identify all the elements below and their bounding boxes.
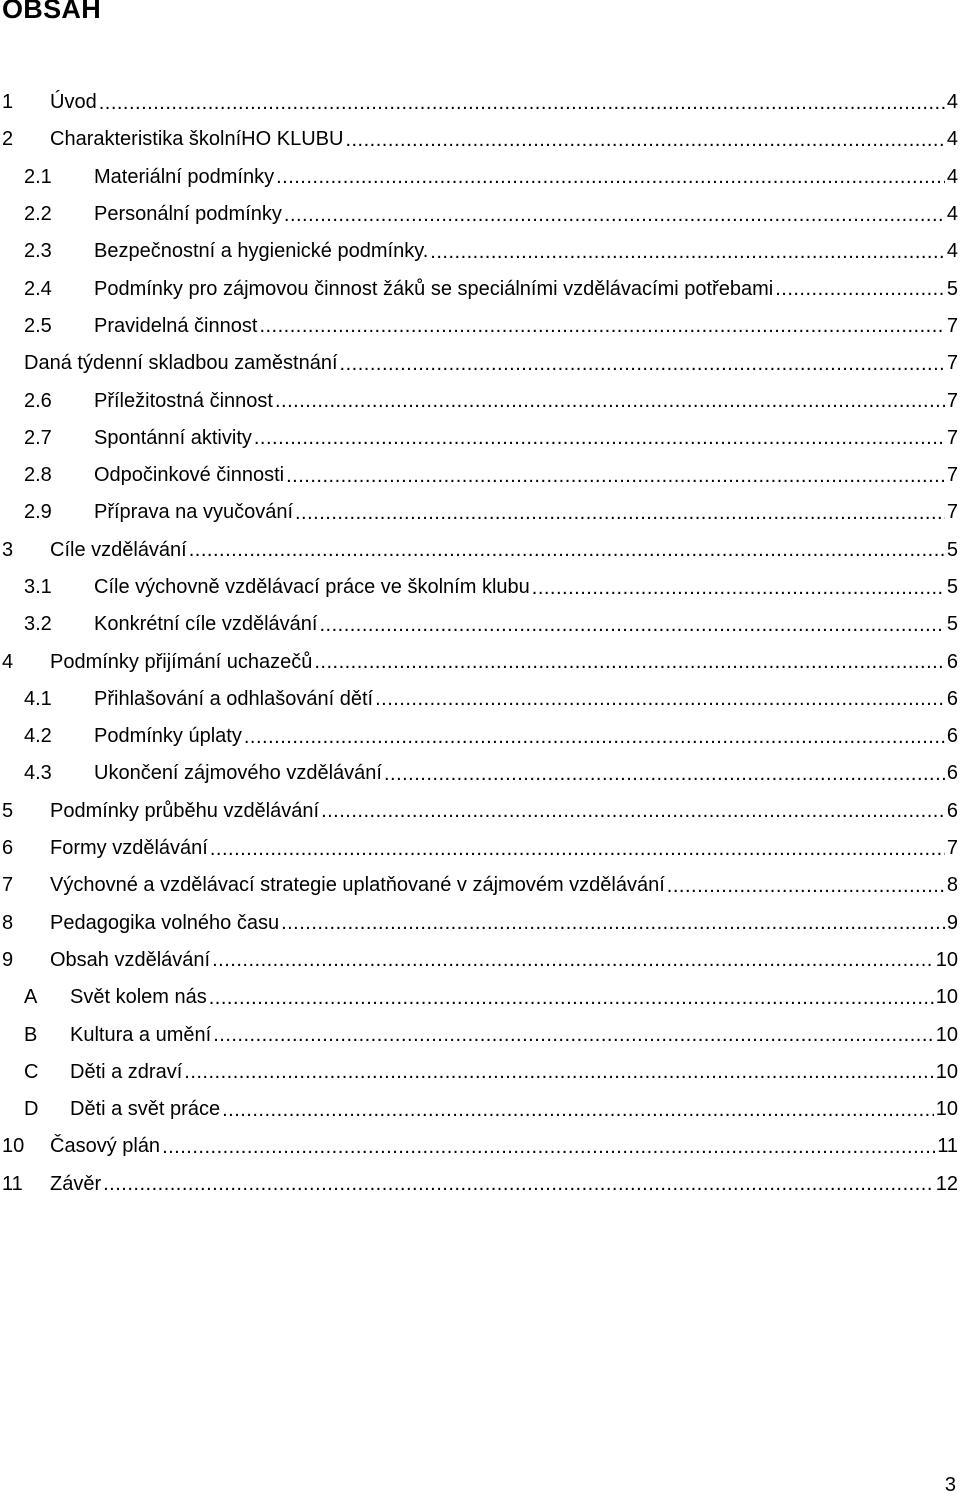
toc-entry-page: 7 (946, 389, 958, 412)
toc-entry-title: Výchovné a vzdělávací strategie uplatňované v zájmovém vzdělávání (50, 874, 665, 897)
toc-entry-number: A (24, 986, 38, 1009)
toc-dot-leader (281, 911, 945, 935)
toc-entry[interactable] (0, 606, 960, 643)
toc-dot-leader (345, 128, 944, 152)
toc-entry-number: 5 (2, 799, 14, 822)
toc-entry-number: 2.4 (24, 277, 52, 300)
toc-dot-leader (244, 725, 945, 749)
toc-entry-number: 2.2 (24, 203, 52, 226)
toc-dot-leader (222, 1098, 934, 1122)
toc-entry-number: 4.2 (24, 725, 52, 748)
toc-dot-leader (275, 389, 945, 413)
toc-entry-page: 4 (946, 91, 958, 114)
toc-entry-number: 1 (2, 91, 14, 114)
toc-entry-title: Svět kolem nás (70, 986, 207, 1009)
toc-entry-page: 10 (935, 1023, 958, 1046)
toc-entry-page: 7 (946, 837, 958, 860)
toc-entry-number: 11 (2, 1172, 23, 1195)
toc-entry-title: Pravidelná činnost (94, 314, 258, 337)
toc-entry[interactable] (0, 159, 960, 196)
toc-entry-number: C (24, 1060, 39, 1083)
toc-entry[interactable] (0, 532, 960, 569)
toc-dot-leader (667, 874, 945, 898)
toc-entry-title: Závěr (50, 1172, 102, 1195)
toc-dot-leader (259, 314, 944, 338)
toc-dot-leader (340, 352, 945, 376)
toc-entry-number: 7 (2, 874, 14, 897)
toc-entry-title: Spontánní aktivity (94, 426, 252, 449)
toc-entry[interactable] (0, 121, 960, 158)
toc-entry-page: 4 (946, 165, 958, 188)
toc-entry[interactable] (0, 755, 960, 792)
toc-entry-page: 12 (935, 1172, 958, 1195)
toc-entry-number: 2 (2, 128, 14, 151)
toc-entry-title: Podmínky úplaty (94, 725, 242, 748)
toc-entry[interactable] (0, 233, 960, 270)
toc-dot-leader (375, 687, 945, 711)
toc-entry-title: Cíle výchovně vzdělávací práce ve školním klubu (94, 576, 530, 598)
toc-entry-number: 4 (2, 650, 14, 673)
toc-entry[interactable] (0, 1054, 960, 1091)
toc-dot-leader (213, 1023, 934, 1047)
toc-dot-leader (321, 799, 945, 823)
toc-entry-title: Podmínky přijímání uchazečů (50, 650, 313, 673)
toc-entry-page: 7 (946, 314, 958, 337)
toc-dot-leader (99, 91, 945, 115)
toc-dot-leader (276, 165, 945, 189)
toc-entry[interactable] (0, 382, 960, 419)
toc-entry-number: 3.1 (24, 576, 52, 598)
toc-dot-leader (254, 426, 945, 450)
toc-dot-leader (184, 1060, 933, 1084)
toc-dot-leader (430, 240, 945, 264)
toc-entry-title: Děti a svět práce (70, 1098, 221, 1121)
toc-entry[interactable] (0, 420, 960, 457)
toc-entry-page: 6 (946, 799, 958, 822)
toc-entry-page: 10 (935, 1098, 958, 1121)
toc-entry-page: 5 (946, 613, 958, 636)
toc-entry-page: 6 (946, 725, 958, 748)
toc-entry-page: 10 (935, 986, 958, 1009)
toc-entry-page: 4 (946, 240, 958, 263)
toc-entry-title: Příležitostná činnost (94, 389, 273, 412)
toc-entry[interactable] (0, 1128, 960, 1165)
toc-entry-title: Konkrétní cíle vzdělávání (94, 613, 318, 636)
toc-entry[interactable] (0, 718, 960, 755)
toc-entry[interactable] (0, 345, 960, 382)
toc-entry-page: 6 (946, 650, 958, 673)
toc-entry[interactable] (0, 1091, 960, 1128)
toc-entry-title: Děti a zdraví (70, 1060, 183, 1083)
toc-entry-number: B (24, 1023, 38, 1046)
toc-dot-leader (314, 650, 945, 674)
toc-entry-page: 6 (946, 762, 958, 785)
toc-entry[interactable] (0, 308, 960, 345)
toc-entry-page: 10 (935, 1060, 958, 1083)
toc-dot-leader (284, 203, 945, 227)
toc-dot-leader (209, 986, 934, 1010)
toc-dot-leader (384, 762, 945, 786)
toc-entry[interactable] (0, 1016, 960, 1053)
toc-entry-page: 6 (946, 687, 958, 710)
toc-entry-number: 2.3 (24, 240, 52, 263)
toc-entry-title: Příprava na vyučování (94, 501, 293, 524)
toc-entry[interactable] (0, 84, 960, 121)
toc-entry-title: Obsah vzdělávání (50, 948, 211, 971)
toc-dot-leader (319, 613, 944, 637)
toc-entry-title: Pedagogika volného času (50, 911, 280, 934)
toc-entry-title: Odpočinkové činnosti (94, 464, 285, 487)
toc-entry-page: 5 (946, 576, 958, 598)
toc-entry-title: Podmínky pro zájmovou činnost žáků se speciálními vzdělávacími potřebami (94, 277, 774, 300)
toc-entry-page: 10 (935, 948, 958, 971)
toc-entry-page: 8 (946, 874, 958, 897)
toc-entry-page: 4 (946, 128, 958, 151)
toc-dot-leader (103, 1172, 934, 1196)
toc-entry-page: 7 (946, 426, 958, 449)
toc-entry-title: Úvod (50, 91, 97, 114)
toc-entry-number: 2.1 (24, 165, 52, 188)
toc-entry-page: 9 (946, 911, 958, 934)
toc-entry[interactable] (0, 793, 960, 830)
toc-entry-number: 2.5 (24, 314, 52, 337)
toc-entry-number: 3.2 (24, 613, 52, 636)
toc-dot-leader (286, 464, 945, 488)
toc-entry[interactable] (0, 905, 960, 942)
toc-entry-page: 11 (937, 1135, 958, 1158)
toc-entry-number: 4.1 (24, 687, 52, 710)
toc-entry-title: Formy vzdělávání (50, 837, 208, 860)
toc-entry-page: 5 (946, 538, 958, 561)
toc-entry-page: 4 (946, 203, 958, 226)
table-of-contents (0, 84, 960, 1203)
toc-entry-title: Materiální podmínky (94, 165, 275, 188)
toc-entry-number: 3 (2, 538, 14, 561)
toc-entry-title: Daná týdenní skladbou zaměstnání (24, 352, 338, 375)
toc-entry-number: 6 (2, 837, 14, 860)
toc-entry[interactable] (0, 643, 960, 680)
toc-entry-title: Charakteristika školníHO KLUBU (50, 128, 344, 151)
toc-dot-leader (295, 501, 945, 525)
toc-entry[interactable] (0, 196, 960, 233)
toc-entry[interactable] (0, 681, 960, 718)
toc-entry[interactable] (0, 942, 960, 979)
toc-entry-number: 8 (2, 911, 14, 934)
toc-dot-leader (162, 1135, 935, 1159)
toc-entry[interactable] (0, 494, 960, 531)
toc-entry-title: Podmínky průběhu vzdělávání (50, 799, 320, 822)
toc-dot-leader (775, 277, 945, 301)
toc-entry-number: 2.6 (24, 389, 52, 412)
toc-entry-number: D (24, 1098, 39, 1121)
toc-entry-page: 7 (946, 464, 958, 487)
toc-entry-number: 9 (2, 948, 14, 971)
toc-entry[interactable] (0, 1166, 960, 1203)
toc-entry-page: 5 (946, 277, 958, 300)
toc-entry-page: 7 (946, 352, 958, 375)
toc-entry-number: 10 (2, 1135, 25, 1158)
toc-entry-title: Cíle vzdělávání (50, 538, 187, 561)
toc-entry[interactable] (0, 457, 960, 494)
toc-entry-title: Bezpečnostní a hygienické podmínky. (94, 240, 429, 263)
toc-entry[interactable] (0, 270, 960, 307)
toc-dot-leader (210, 837, 945, 861)
toc-entry-number: 2.8 (24, 464, 52, 487)
toc-entry[interactable] (0, 830, 960, 867)
toc-entry-number: 4.3 (24, 762, 52, 785)
toc-entry-number: 2.7 (24, 426, 52, 449)
toc-dot-leader (532, 576, 945, 600)
page-number: 3 (944, 1474, 956, 1496)
toc-entry[interactable] (0, 979, 960, 1016)
toc-entry[interactable] (0, 867, 960, 904)
toc-entry-number: 2.9 (24, 501, 52, 524)
toc-entry-title: Ukončení zájmového vzdělávání (94, 762, 382, 785)
toc-entry-title: Personální podmínky (94, 203, 282, 226)
toc-heading: OBSAH (2, 0, 102, 24)
toc-entry[interactable] (0, 569, 960, 606)
toc-dot-leader (212, 948, 934, 972)
toc-entry-title: Časový plán (50, 1135, 161, 1158)
toc-entry-title: Přihlašování a odhlašování dětí (94, 687, 374, 710)
toc-entry-page: 7 (946, 501, 958, 524)
toc-dot-leader (189, 538, 945, 562)
toc-entry-title: Kultura a umění (70, 1023, 212, 1046)
